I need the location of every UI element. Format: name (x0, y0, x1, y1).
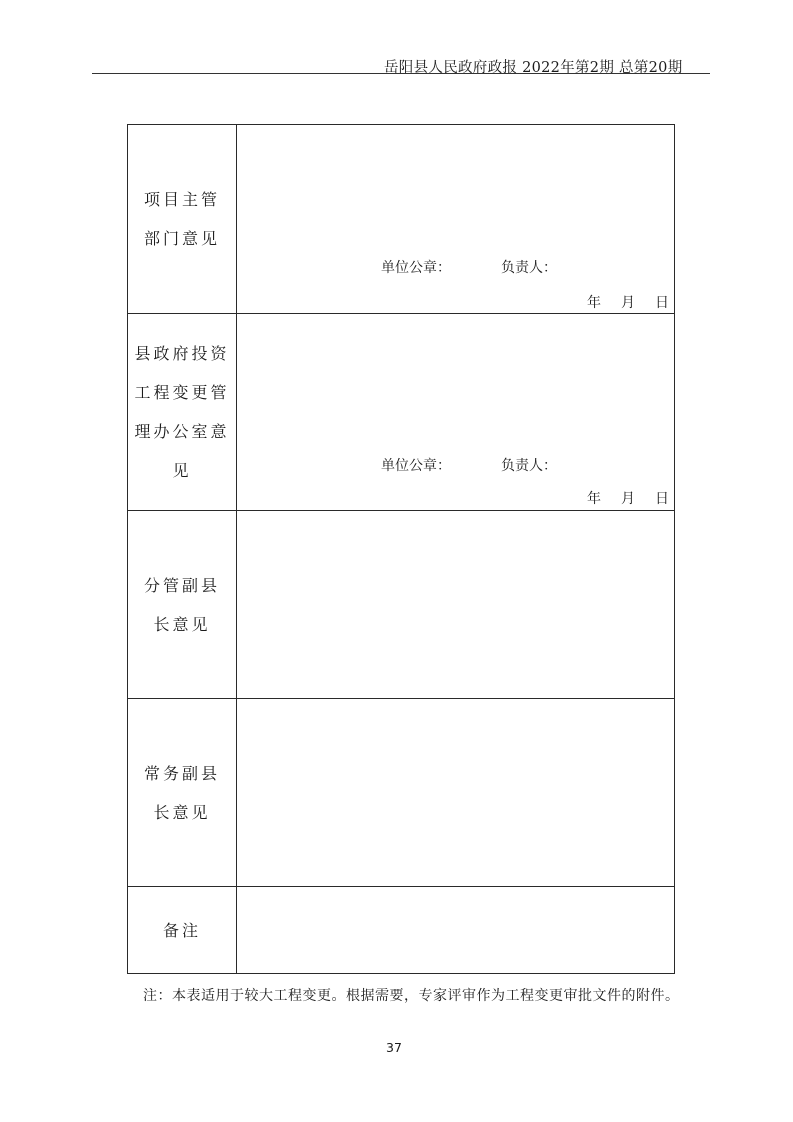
content-office-opinion[interactable] (237, 314, 675, 511)
label-line: 工程变更管 (134, 383, 230, 402)
label-line: 项目主管 (143, 190, 220, 209)
content-executive-deputy-opinion[interactable] (237, 699, 675, 887)
content-remarks[interactable] (237, 887, 675, 974)
date-year: 年 (587, 295, 601, 311)
date-day: 日 (655, 295, 669, 311)
label-line: 部门意见 (143, 229, 220, 248)
label-deputy-opinion (128, 511, 237, 699)
label-remarks (128, 887, 237, 974)
page-header: 岳阳县人民政府政报 2022年第2期 总第20期 (384, 60, 683, 76)
date-month: 月 (621, 295, 635, 311)
signature-row (237, 455, 674, 477)
form-row-office-opinion (128, 314, 675, 511)
label-line: 分管副县 (143, 575, 220, 595)
label-line: 县政府投资 (134, 344, 230, 363)
form-row-remarks (128, 887, 675, 974)
date-row (237, 292, 674, 314)
label-line: 常务副县 (143, 763, 220, 783)
label-office-opinion (128, 314, 237, 511)
label-dept-opinion (128, 125, 237, 314)
label-line: 备注 (162, 920, 201, 940)
content-dept-opinion[interactable] (237, 125, 675, 314)
person-label: 负责人： (501, 458, 557, 474)
date-year: 年 (587, 491, 601, 507)
date-day: 日 (655, 491, 669, 507)
label-line: 见 (172, 461, 192, 480)
date-month: 月 (621, 491, 635, 507)
label-executive-deputy-opinion (128, 699, 237, 887)
content-deputy-opinion[interactable] (237, 511, 675, 699)
label-line: 长意见 (153, 802, 211, 822)
person-label: 负责人： (501, 260, 557, 276)
footnote: 注：本表适用于较大工程变更。根据需要，专家评审作为工程变更审批文件的附件。 (143, 988, 680, 1004)
signature-row (237, 257, 674, 279)
date-row (237, 488, 674, 510)
seal-label: 单位公章： (381, 260, 451, 276)
label-line: 长意见 (153, 614, 211, 634)
seal-label: 单位公章： (381, 458, 451, 474)
form-row-executive-deputy-opinion (128, 699, 675, 887)
header-rule (92, 73, 710, 74)
page-number: 37 (386, 1040, 402, 1055)
form-row-deputy-opinion (128, 511, 675, 699)
approval-form-table (127, 124, 675, 974)
label-line: 理办公室意 (134, 422, 230, 441)
form-row-dept-opinion (128, 125, 675, 314)
